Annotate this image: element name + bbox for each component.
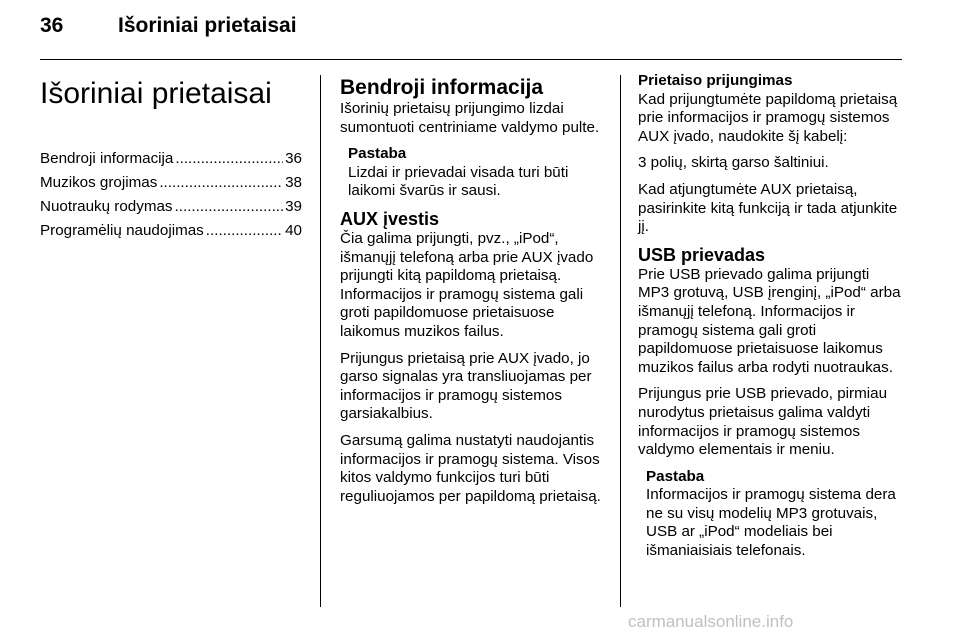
right-column: [638, 72, 904, 569]
toc-entry[interactable]: [40, 150, 302, 174]
table-of-contents: [40, 150, 302, 246]
column-divider-2: [620, 75, 621, 607]
toc-entry[interactable]: [40, 174, 302, 198]
running-title: Išoriniai prietaisai: [118, 14, 297, 37]
toc-page: 39: [285, 198, 302, 215]
page-number: 36: [40, 14, 64, 37]
chapter-title: Išoriniai prietaisai: [40, 77, 272, 110]
usb-paragraph-1: Prie USB prievado galima prijungti MP3 grotuvą, USB įrenginį, „iPod“ arba išmanųjį telefoną. Informacijos ir pramogų sistema gali groti papildomuose prietaisuose laikomus muzikos failus arba rodyti nuotraukas.: [638, 265, 901, 376]
toc-leader: [175, 198, 284, 217]
toc-label: Programėlių naudojimas: [40, 222, 204, 239]
note-title: Pastaba: [646, 467, 705, 485]
note-text: Informacijos ir pramogų sistema dera ne su visų modelių MP3 grotuvais, USB ar „iPod“ modeliais bei išmaniaisiais telefonais.: [646, 486, 896, 560]
subheading-device-connection: Prietaiso prijungimas: [638, 72, 793, 89]
aux-paragraph-2: Prijungus prietaisą prie AUX įvado, jo garso signalas yra transliuojamas per informacijos ir pramogų sistemos garsiakalbius.: [340, 349, 592, 423]
note-block: [638, 468, 904, 561]
toc-entry[interactable]: [40, 222, 302, 246]
toc-leader: [159, 174, 283, 193]
watermark: carmanualsonline.info: [628, 612, 794, 631]
toc-page: 36: [285, 150, 302, 167]
toc-leader: [206, 222, 283, 241]
section-heading-general: Bendroji informacija: [340, 76, 544, 99]
toc-label: Muzikos grojimas: [40, 174, 158, 191]
usb-paragraph-2: Prijungus prie USB prievado, pirmiau nurodytus prietaisus galima valdyti informacijos ir pramogų sistemos valdymo elementais ir meniu.: [638, 385, 888, 459]
connection-paragraph-1: Kad prijungtumėte papildomą prietaisą prie informacijos ir pramogų sistemos AUX įvado, naudokite šį kabelį:: [638, 90, 898, 145]
note-title: Pastaba: [348, 145, 407, 163]
middle-column: [340, 72, 606, 514]
column-divider-1: [320, 75, 321, 607]
toc-leader: [175, 150, 283, 169]
note-text: Lizdai ir prievadai visada turi būti laikomi švarūs ir sausi.: [348, 163, 569, 200]
intro-paragraph: Išorinių prietaisų prijungimo lizdai sumontuoti centriniame valdymo pulte.: [340, 100, 600, 136]
left-column: [40, 72, 302, 246]
toc-page: 40: [285, 222, 302, 239]
toc-label: Bendroji informacija: [40, 150, 174, 167]
header-rule: [40, 59, 902, 60]
connection-paragraph-2: 3 polių, skirtą garso šaltiniui.: [638, 154, 829, 172]
toc-entry[interactable]: [40, 198, 302, 222]
toc-page: 38: [285, 174, 302, 191]
aux-paragraph-3: Garsumą galima nustatyti naudojantis informacijos ir pramogų sistema. Visos kitos valdymo funkcijos turi būti reguliuojamos per papildomą prietaisą.: [340, 431, 601, 505]
section-heading-usb: USB prievadas: [638, 244, 766, 265]
note-block: [340, 145, 606, 201]
toc-label: Nuotraukų rodymas: [40, 198, 173, 215]
aux-paragraph-1: Čia galima prijungti, pvz., „iPod“, išmanųjį telefoną arba prie AUX įvado prijungti kitą papildomą prietaisą. Informacijos ir pramogų sistema gali groti papildomuose prietaisuose laikomus muzikos failus.: [340, 229, 594, 340]
connection-paragraph-3: Kad atjungtumėte AUX prietaisą, pasirinkite kitą funkciją ir tada atjunkite jį.: [638, 180, 898, 236]
section-heading-aux: AUX įvestis: [340, 208, 440, 229]
